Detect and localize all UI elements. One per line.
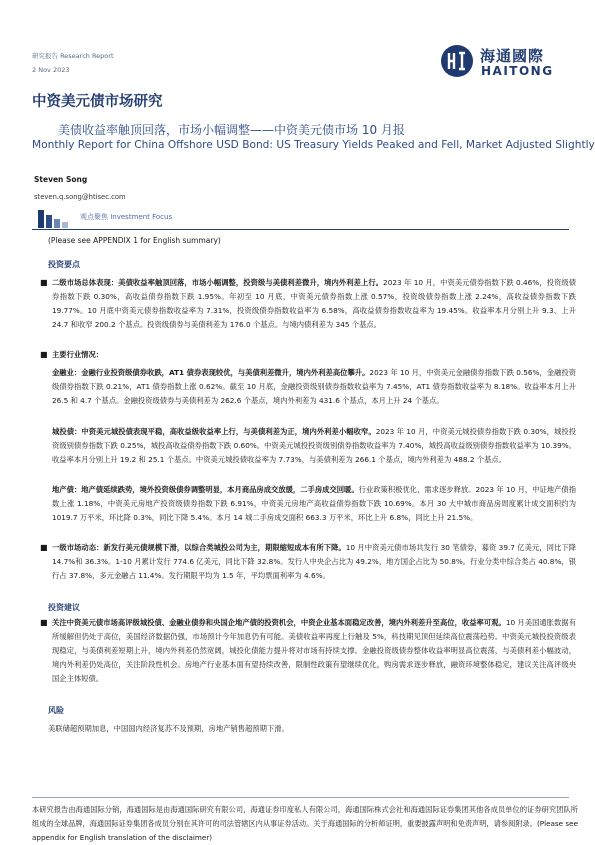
advice-lead: 关注中资美元债市场高评级城投债、金融业债券和央国企地产债的投资机会，中资企业基本面稳定改善，境内外利差升至高位，收益率可观。 bbox=[52, 618, 506, 627]
financial-paragraph bbox=[52, 366, 576, 422]
risk-heading: 风险 bbox=[48, 706, 64, 715]
lgfv-paragraph bbox=[52, 425, 576, 481]
advice-body: 10 月美国通胀数据有所缓解但仍处于高位，美国经济数据仍强，市场预计今年加息仍有可能。美债收益率再度上行触及 5%，科技期见顶但延续高位震荡趋势。中资美元城投投资级表现稳定，与美债利差短期上升，境内外利差仍然宽阔，城投化债能力提升将对市场有持续支撑。金融投资级债券整体收益率明显高位震荡，与美债利差小幅波动，境内外利差仍处高位，关注阶段性机会。房地产行业基本面有望持续改善，限制性政策有望继续优化，购房需求逐步释放，融资环境整体稳定，建议关注高评级央国企主体短债。 bbox=[52, 618, 576, 683]
bullet-icon: ■ bbox=[40, 618, 48, 627]
title-en: Monthly Report for China Offshore USD Bond: US Treasury Yields Peaked and Fell, Market Adjusted Slightly bbox=[32, 139, 595, 151]
report-date: 2 Nov 2023 bbox=[32, 66, 70, 74]
industry-heading: 主要行业情况： bbox=[52, 350, 104, 359]
section-title: 中资美元债市场研究 bbox=[32, 94, 163, 110]
haitong-logo bbox=[440, 40, 560, 86]
footer-divider bbox=[32, 797, 569, 798]
appendix-note: (Please see APPENDIX 1 for English summary) bbox=[48, 236, 221, 245]
focus-bar-block bbox=[38, 210, 44, 228]
advice-heading: 投资建议 bbox=[48, 603, 80, 612]
financial-body: 2023 年 10 月，中资美元金融债券指数下跌 0.56%，金融投资级债券指数下跌 0.21%，AT1 债券指数上涨 0.62%。截至 10 月底，金融投资级别债券指数收益率为 7.45%，AT1 债券指数收益率为 8.18%。收益率本月上升 26.5 和 4.7 个基点。金融投资级债券与美债利差为 262.6 个基点，境内外利差为 431.6 个基点，本月上升 24 个基点。 bbox=[52, 368, 576, 405]
logo-en-text: HAITONG bbox=[481, 64, 554, 78]
title-cn: 美债收益率触顶回落，市场小幅调整——中资美元债市场 10 月报 bbox=[58, 123, 405, 137]
financial-lead: 金融业：金融行业投资级债券收跌，AT1 债券表现较优，与美债利差微升，境内外利差高位攀升。 bbox=[52, 368, 370, 377]
property-body: 行业政策积极优化，需求逐步释放。2023 年 10 月，中证地产债指数上涨 1.18%，中资美元房地产投资级债券指数下跌 6.91%，中资美元房地产高收益债券指数下跌 10.69%。本月 30 大中城市商品房周度累计成交面积约为 1019.7 万平米，环比降 0.3%，同比下降 5.4%。本月 14 城二手房成交面积 663.3 万平米，环比上升 6.8%，同比上升 21.5%。 bbox=[52, 485, 577, 522]
primary-paragraph bbox=[40, 541, 576, 597]
primary-lead: 一级市场动态：新发行美元债规模下滑，以综合类城投公司为主，期限缩短成本有所下降。 bbox=[52, 543, 346, 552]
focus-bar-block bbox=[46, 215, 52, 228]
author-name: Steven Song bbox=[34, 175, 88, 184]
focus-label: 观点聚焦 Investment Focus bbox=[80, 213, 173, 221]
property-lead: 地产债：地产债延续跌势，境外投资级债券调整明显，本月商品房成交放缓，二手房成交回暖。 bbox=[52, 485, 359, 494]
footer-disclaimer: 本研究报告由海通国际分销，海通国际是由海通国际研究有限公司，海通证券印度私人有限公司，海通国际株式会社和海通国际证券集团其他各成员单位的证券研究团队所组成的全球品牌，海通国际证券集团各成员分别在其许可的司法管辖区内从事证券活动。关于海通国际的分析师证明，重要披露声明和免责声明，请参阅附录。(Please see appendix for English translation of the disclaimer) bbox=[32, 805, 578, 842]
primary-body: 10 月中资美元债市场共发行 30 笔债券，募资 39.7 亿美元，同比下降 14.7%和 36.3%。1-10 月累计发行 774.6 亿美元，同比下降 32.8%。发行人中央企占比为 49.2%，地方国企占比为 50.8%。行业分类中综合类占 40.8%，银行占 37.8%，多元金融占 11.4%。发行期限平均为 1.5 年，平均票面利率为 4.6%。 bbox=[52, 543, 576, 580]
overview-body: 2023 年 10 月，中资美元债券指数下跌 0.46%，投资级债券指数下跌 0.30%，高收益债券指数下跌 1.95%。年初至 10 月底，中资美元债券指数上涨 0.57%，投资级债券指数上涨 2.24%，高收益债券指数下跌 19.77%。10 月底中资美元债券指数收益率为 7.31%，投资级债券指数收益率为 6.58%，高收益债券指数收益率为 19.45%。收益率本月分别上升 9.3、上升 24.7 和收窄 200.2 个基点。投资级债券与美债利差为 176.0 个基点。与境内债利差为 345 个基点。 bbox=[52, 278, 577, 329]
bullet-icon: ■ bbox=[40, 278, 48, 287]
risk-text: 美联储超预期加息，中国国内经济复苏不及预期，房地产销售超预期下滑。 bbox=[48, 724, 289, 733]
focus-bar-block bbox=[54, 219, 60, 228]
property-paragraph bbox=[52, 483, 576, 539]
industry-heading-row bbox=[40, 348, 576, 362]
advice-paragraph bbox=[40, 616, 576, 700]
bullet-icon: ■ bbox=[40, 543, 48, 552]
focus-bar-block bbox=[62, 222, 68, 228]
lgfv-lead: 城投债：中资美元城投债表现平稳，高收益级收益率上行，与美债利差为正，境内外利差小幅收窄。 bbox=[52, 427, 376, 436]
bullet-icon: ■ bbox=[40, 350, 48, 359]
key-points-heading: 投资要点 bbox=[48, 260, 80, 269]
focus-bar-line bbox=[32, 229, 569, 230]
lgfv-body: 2023 年 10 月，中资美元城投债券指数下跌 0.30%，城投投资级别债券指数下跌 0.25%，城投高收益债券指数下跌 0.60%。中资美元城投投资级别债券指数收益率为 7.40%，城投高收益级别债券指数收益率为 10.39%。收益率本月分别上升 19.2 和 25.1 个基点。中资美元城投债收益率为 7.73%，与美债利差为 266.1 个基点，境内外利差为 488.2 个基点。 bbox=[52, 427, 577, 464]
overview-lead: 二级市场总体表现：美债收益率触顶回落，市场小幅调整，投资级与美债利差微升，境内外利差上行。 bbox=[52, 278, 384, 287]
report-type: 研究报告 Research Report bbox=[32, 52, 114, 60]
haitong-logo-icon bbox=[440, 44, 474, 78]
overview-paragraph bbox=[40, 276, 577, 346]
author-email[interactable]: steven.q.song@htisec.com bbox=[34, 193, 126, 201]
logo-cn-text: 海通國際 bbox=[480, 47, 545, 65]
